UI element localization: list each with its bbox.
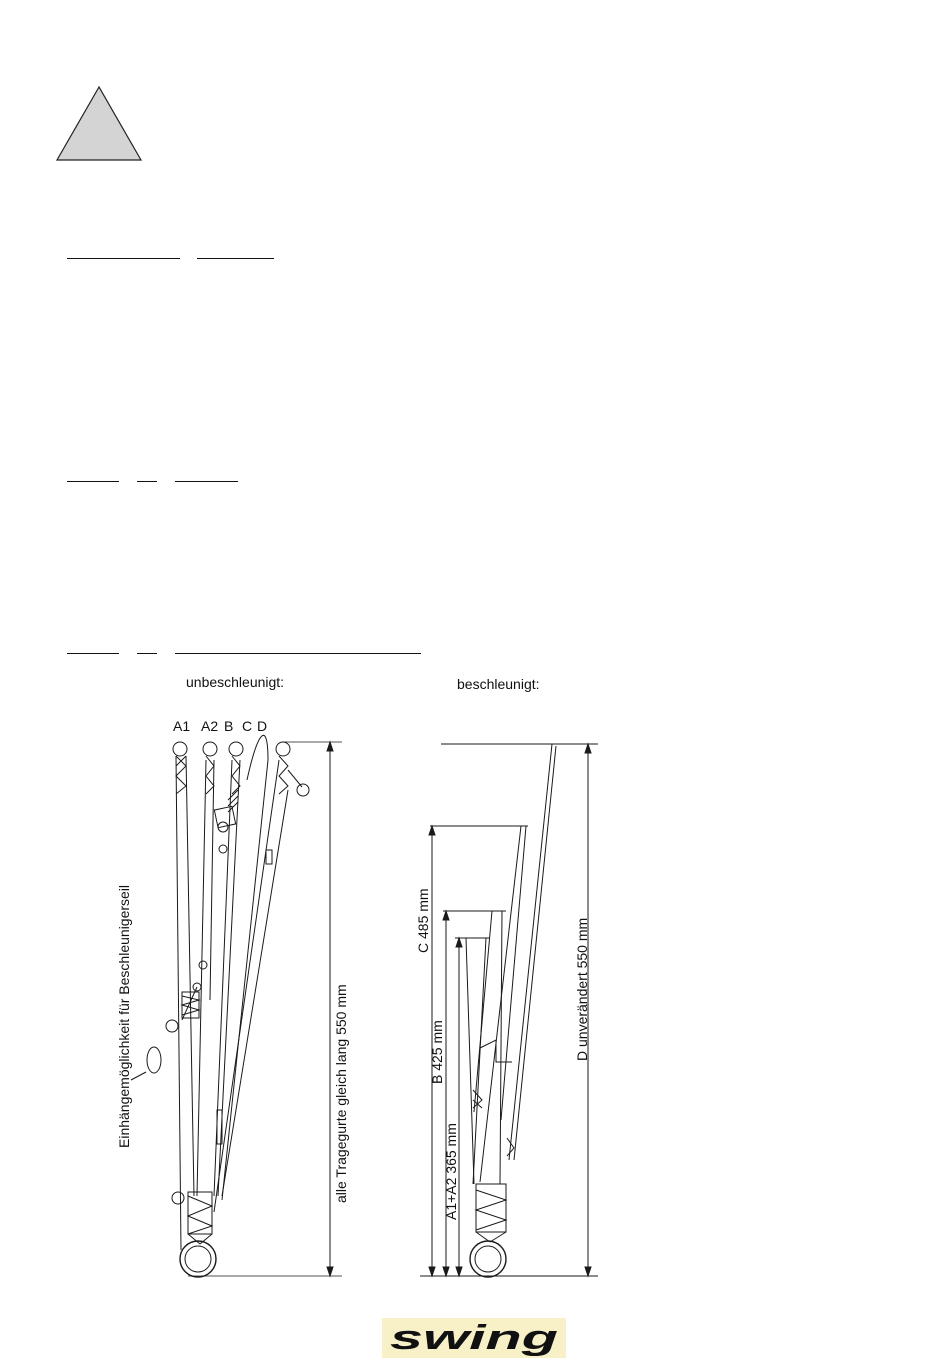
riser-label-a1: A1	[173, 718, 191, 734]
riser-label-b: B	[224, 718, 234, 734]
unaccelerated-title: unbeschleunigt:	[186, 674, 285, 690]
dimension-b-label: B 425 mm	[429, 1020, 445, 1084]
riser-length-label: alle Tragegurte gleich lang 550 mm	[333, 984, 349, 1203]
dimension-a-label: A1+A2 365 mm	[443, 1123, 459, 1220]
riser-label-d: D	[257, 718, 268, 734]
accelerator-attachment-label: Einhängemöglichkeit für Beschleunigerseil	[116, 884, 132, 1148]
swing-logo	[382, 1318, 566, 1358]
dimension-d-label: D unverändert 550 mm	[574, 917, 590, 1061]
accelerated-title: beschleunigt:	[457, 676, 540, 692]
logo-text: swing	[390, 1319, 559, 1357]
dimension-c-label: C 485 mm	[415, 888, 431, 953]
riser-label-c: C	[242, 718, 253, 734]
riser-label-a2: A2	[201, 718, 219, 734]
